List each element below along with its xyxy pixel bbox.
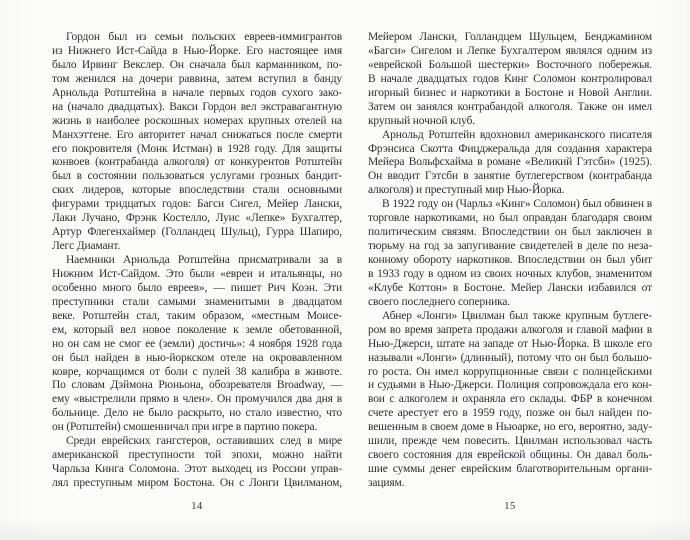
text-line: преступники стали самыми знаменитыми в двадцатом — [52, 295, 342, 308]
text-line: «еврейской Большой шестерки» Восточного побережья. — [368, 58, 652, 71]
text-line: конному обороту наркотиков. Впоследствии он был убит — [368, 254, 652, 266]
text-line: Фрэнсиса Скотта Фицджеральда для создания характера — [368, 142, 652, 155]
text-line: ковре, корчащимся от боли с пулей 38 калибра в животе. — [52, 365, 342, 378]
text-line: был в состоянии пользоваться услугами грозных бандит- — [52, 170, 342, 183]
text-line: Он вводит Гэтсби в занятие бутлегерством (контрабанда — [368, 170, 652, 183]
right-page-number: 15 — [504, 501, 516, 512]
text-line: Арнольда Ротштейна в начале первых годов сухого зако- — [52, 86, 342, 99]
text-line: Гордон был из семьи польских евреев-иммигрантов — [66, 31, 342, 43]
text-line: тюрьму на год за запугивание свидетелей в деле по неза- — [368, 240, 652, 253]
text-line: ских лидеров, которые впоследствии стали основными — [52, 184, 342, 197]
text-line: Арнольд Ротштейн вдохновил американского писателя — [382, 128, 652, 141]
text-line: «Клубе Коттон» в Бостоне. Мейер Лански избавился от — [368, 281, 652, 294]
text-line: «Багси» Сигелом и Лепке Бухгалтером являлся одним из — [368, 44, 652, 57]
text-line: его покровителя (Монк Истман) в 1928 году. Для защиты — [52, 142, 342, 155]
text-line: Мейером Лански, Голландцем Шульцем, Бенджамином — [368, 31, 652, 43]
text-line: он был найден в нью-йоркском отеле на окровавленном — [52, 351, 342, 364]
text-line: из Нижнего Ист-Сайда в Нью-Йорке. Его настоящее имя — [52, 44, 342, 57]
text-line: лял преступным миром Бостона. Он с Лонги Цвилманом, — [52, 477, 342, 489]
text-line: Лаки Лучано, Фрэнк Костелло, Луис «Лепке» Бухгалтер, — [52, 212, 342, 225]
text-line: Легс Диамант. — [52, 240, 121, 253]
text-line: том женился на дочери раввина, затем вступил в банду — [52, 72, 342, 85]
text-line: особенно много было евреев», — пишет Рич Коэн. Эти — [52, 281, 342, 294]
text-line: Наемники Арнольда Ротштейна присматривали за в — [66, 254, 342, 266]
text-line: вешенным в своем доме в Ньюарке, но его, вероятно, заду- — [368, 421, 652, 434]
left-page-number: 14 — [191, 501, 203, 512]
text-line: Чарльза Кинга Соломона. Этот выходец из России управ- — [52, 463, 342, 476]
text-line: зациям. — [368, 477, 405, 489]
text-line: он (Ротштейн) смошенничал при игре в партию покера. — [52, 421, 318, 434]
text-line: торговле наркотиками, но был оправдан благодаря своим — [368, 212, 652, 225]
text-line: Абнер «Лонги» Цвилман был также крупным бутлеге- — [382, 309, 652, 322]
text-line: Нижним Ист-Сайдом. Это были «евреи и итальянцы, но — [52, 267, 342, 280]
text-line: ему «выстрелили прямо в член». Он промучился два дня в — [52, 393, 342, 406]
text-line: политическим связям. Впоследствии он был заключен в — [368, 226, 652, 239]
left-page-text — [52, 31, 342, 491]
text-line: и судьями в Нью-Джерси. Полиция сопровождала его кон- — [368, 379, 652, 392]
text-line: фигурами тридцатых годов: Багси Сигел, Мейер Лански, — [52, 198, 342, 211]
text-line: алкоголя) и преступный мир Нью-Йорка. — [368, 184, 565, 197]
text-line: го роста. Он имел коррупционные связи с полицейскими — [368, 365, 652, 378]
text-line: вои с алкоголем и охраняла его склады. ФБР в конечном — [368, 393, 652, 406]
text-line: веке. Ротштейн стал, таким образом, «местным Моисе- — [52, 309, 342, 322]
text-line: было Ирвинг Векслер. Он сначала был карманником, по- — [52, 58, 342, 71]
text-line: называли «Лонги» (длинный), потому что он был большо- — [368, 351, 652, 364]
text-line: жизнь в наиболее роскошных номерах крупных отелей на — [52, 114, 342, 127]
text-line: шие суммы денег еврейским благотворительным органи- — [368, 463, 652, 476]
text-line: Артур Флегенхаймер (Голландец Шульц), Гурра Шапиро, — [52, 226, 342, 239]
text-line: В 1922 году он (Чарльз «Кинг» Соломон) был обвинен в — [382, 198, 652, 211]
text-line: По словам Дэймона Рюньона, обозревателя Broadway, — — [52, 379, 342, 392]
text-line: Манхэттене. Его авторитет начал снижаться после смерти — [52, 128, 342, 141]
text-line: на (начало двадцатых). Вакси Гордон вел экстравагантную — [52, 100, 342, 113]
text-line: Среди еврейских гангстеров, оставивших след в мире — [66, 435, 342, 448]
text-line: Мейера Вольфсхайма в романе «Великий Гэтсби» (1925). — [368, 156, 652, 169]
text-line: крупный ночной клуб. — [368, 114, 475, 127]
text-line: в 1933 году в одном из своих ночных клубов, знаменитом — [368, 267, 652, 280]
text-line: Нью-Джерси, штате на западе от Нью-Йорка. В школе его — [368, 337, 652, 350]
text-line: Затем он занялся контрабандой алкоголя. Также он имел — [368, 100, 652, 113]
text-line: В начале двадцатых годов Кинг Соломон контролировал — [368, 72, 652, 85]
text-line: счете арестует его в 1959 году, позже он был найден по- — [368, 407, 652, 420]
text-line: своего последнего соперника. — [368, 295, 511, 308]
text-line: ром во время запрета продажи алкоголя и главой мафии в — [368, 323, 652, 336]
text-line: шили, прежде чем повесить. Цвилман использовал часть — [368, 435, 652, 448]
text-line: своего состояния для еврейской общины. Он давал боль- — [368, 449, 652, 462]
text-line: игорный бизнес и наркотики в Бостоне и Новой Англии. — [368, 86, 652, 99]
text-line: но он сам не смог ее (земли) достичь»: 4 ноября 1928 года — [52, 337, 342, 350]
text-line: американской преступности той эпохи, можно найти — [52, 449, 342, 462]
text-line: больнице. Дело не было раскрыто, но стало известно, что — [52, 407, 342, 420]
text-line: конвоев (контрабанда алкоголя) от конкурентов Ротштейн — [52, 156, 342, 169]
text-line: ем, который вел новое поколение к земле обетованной, — [52, 323, 342, 336]
right-page-text — [368, 31, 652, 491]
